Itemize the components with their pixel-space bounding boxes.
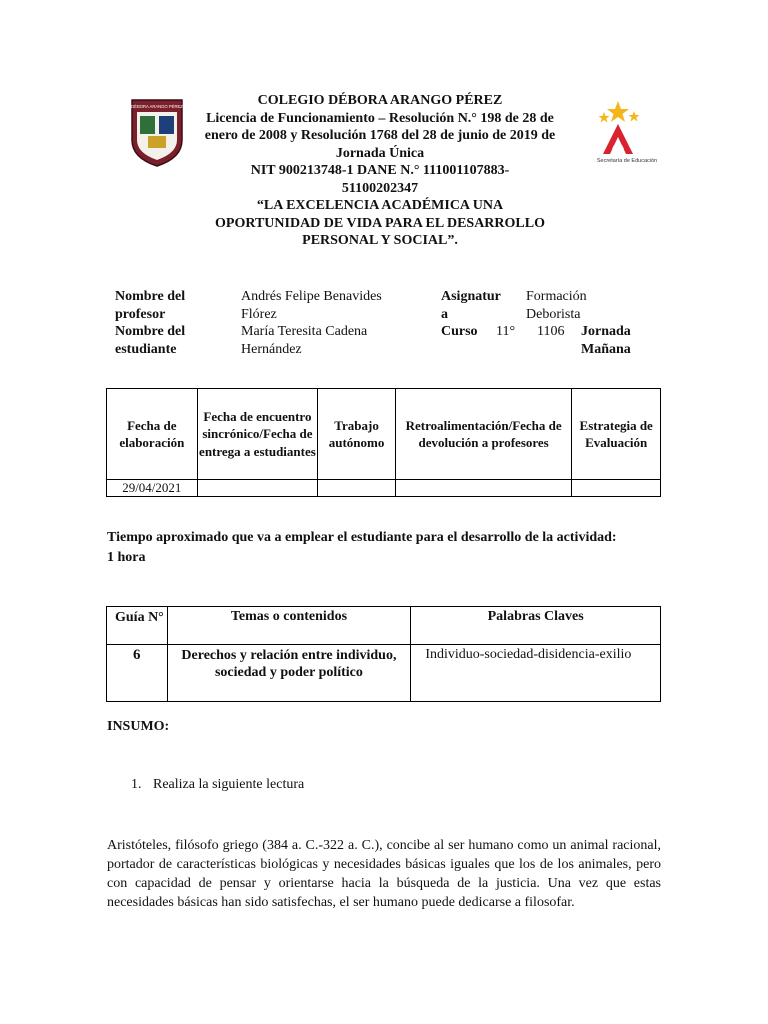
cell-keywords: Individuo-sociedad-disidencia-exilio bbox=[411, 645, 661, 702]
header-temas: Temas o contenidos bbox=[167, 607, 411, 645]
shift-label: Jornada bbox=[581, 324, 631, 339]
dane-line: 51100202347 bbox=[341, 180, 419, 196]
teacher-label bbox=[115, 288, 185, 324]
motto-line-3: PERSONAL Y SOCIAL”. bbox=[302, 233, 458, 248]
reading-paragraph: Aristóteles, filósofo griego (384 a. C.-322 a. C.), concibe al ser humano como un animal racional, portador de características biológicas y necesidades básicas iguales que los de los animales, pero con capacidad de pensar y orientarse hacia la búsqueda de la justicia. Una vez que estas necesidades básicas han sido satisfechas, el ser humano puede dedicarse a filosofar. bbox=[107, 838, 661, 910]
time-estimate-line-2: 1 hora bbox=[107, 550, 146, 565]
subject-value-line-1: Formación bbox=[526, 289, 587, 304]
cell-guide-number: 6 bbox=[107, 645, 168, 702]
header-palabras-claves: Palabras Claves bbox=[411, 607, 661, 645]
teacher-value-line-1: Andrés Felipe Benavides bbox=[241, 289, 382, 304]
student-value-line-1: María Teresita Cadena bbox=[241, 324, 368, 339]
header-guia: Guía N° bbox=[107, 607, 168, 645]
teacher-label-line-1: Nombre del bbox=[115, 289, 186, 304]
crest-text: DÉBORA ARANGO PÉREZ bbox=[131, 104, 183, 109]
header-trabajo-autonomo: Trabajo autónomo bbox=[318, 389, 396, 480]
cell-trabajo-autonomo bbox=[318, 480, 396, 497]
license-line-2: enero de 2008 y Resolución 1768 del 28 de junio de 2019 de bbox=[204, 128, 556, 143]
subject-label bbox=[441, 288, 501, 324]
list-item-text: Realiza la siguiente lectura bbox=[153, 777, 305, 792]
cell-fecha-elaboracion: 29/04/2021 bbox=[107, 480, 198, 497]
student-value-line-2: Hernández bbox=[241, 342, 302, 357]
school-name: COLEGIO DÉBORA ARANGO PÉREZ bbox=[257, 93, 503, 108]
teacher-value-line-2: Flórez bbox=[241, 307, 277, 322]
cell-estrategia-evaluacion bbox=[572, 480, 661, 497]
school-header bbox=[190, 92, 570, 250]
course-label: Curso bbox=[441, 324, 478, 339]
header-fecha-elaboracion: Fecha de elaboración bbox=[107, 389, 198, 480]
subject-value bbox=[526, 288, 587, 324]
motto-line-1: “LA EXCELENCIA ACADÉMICA UNA bbox=[256, 198, 504, 213]
cell-retroalimentacion bbox=[395, 480, 571, 497]
teacher-label-line-2: profesor bbox=[115, 307, 166, 322]
shift-value: Mañana bbox=[581, 342, 631, 357]
nit-line: NIT 900213748-1 DANE N.° 111001107883- bbox=[250, 163, 510, 178]
student-label-line-2: estudiante bbox=[115, 342, 177, 357]
subject-value-line-2: Deborista bbox=[526, 307, 581, 322]
activity-dates-table bbox=[106, 388, 661, 497]
school-crest-logo bbox=[128, 96, 186, 168]
course-group: 1106 bbox=[537, 324, 565, 339]
list-item-number: 1. bbox=[131, 777, 142, 792]
license-line-3: Jornada Única bbox=[335, 145, 425, 161]
header-retroalimentacion: Retroalimentación/Fecha de devolución a profesores bbox=[395, 389, 571, 480]
subject-label-line-2: a bbox=[441, 307, 448, 322]
subject-label-line-1: Asignatur bbox=[441, 289, 501, 304]
header-estrategia-evaluacion: Estrategia de Evaluación bbox=[572, 389, 661, 480]
guide-topics-table bbox=[106, 606, 661, 702]
student-value bbox=[241, 323, 367, 359]
course-grade: 11° bbox=[496, 324, 516, 339]
license-line-1: Licencia de Funcionamiento – Resolución N.° 198 de 28 de bbox=[206, 110, 554, 126]
cell-fecha-encuentro bbox=[197, 480, 318, 497]
teacher-value bbox=[241, 288, 382, 324]
sed-logo-caption: Secretaría de Educación bbox=[596, 158, 658, 164]
motto-line-2: OPORTUNIDAD DE VIDA PARA EL DESARROLLO bbox=[215, 215, 545, 231]
time-estimate bbox=[107, 528, 617, 568]
student-label bbox=[115, 323, 185, 359]
header-fecha-encuentro: Fecha de encuentro sincrónico/Fecha de entrega a estudiantes bbox=[197, 389, 318, 480]
insumo-title: INSUMO: bbox=[107, 719, 170, 734]
time-estimate-line-1: Tiempo aproximado que va a emplear el estudiante para el desarrollo de la actividad: bbox=[107, 530, 617, 545]
cell-topic: Derechos y relación entre individuo, sociedad y poder político bbox=[167, 645, 411, 702]
student-label-line-1: Nombre del bbox=[115, 324, 186, 339]
